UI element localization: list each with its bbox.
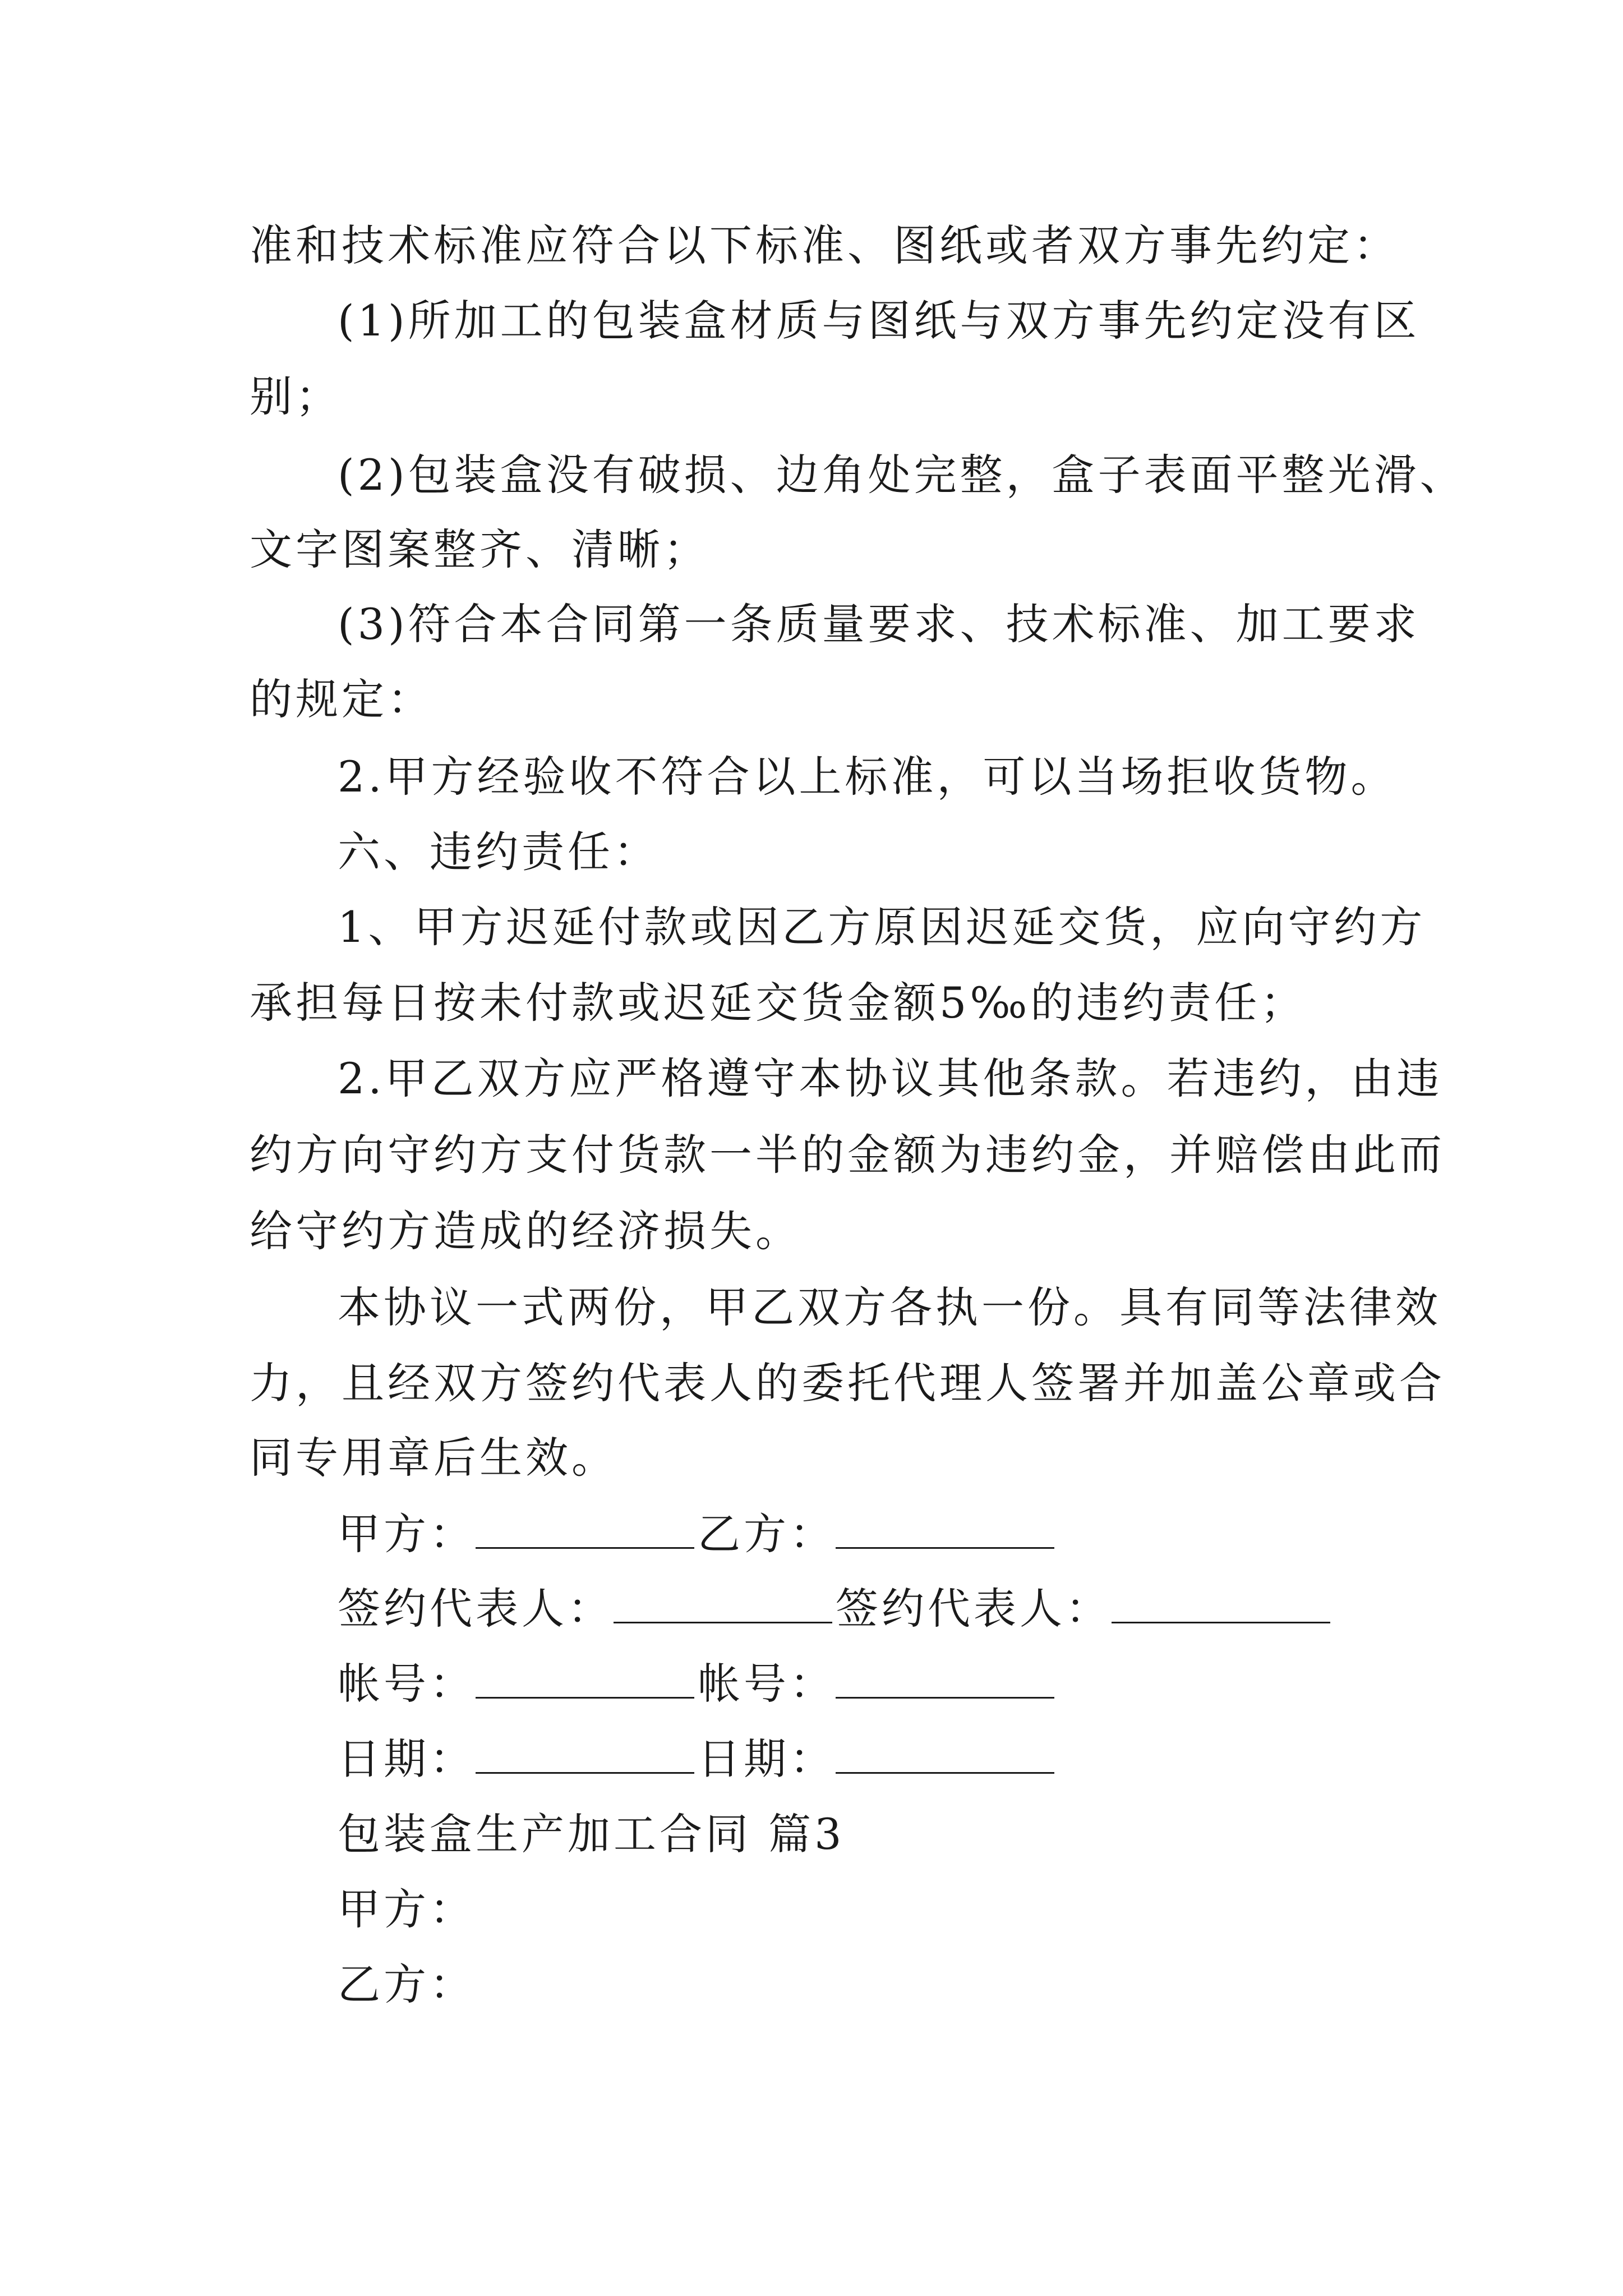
text-line: (1)所加工的包装盒材质与图纸与双方事先约定没有区	[338, 296, 1420, 346]
text-line: 承担每日按未付款或迟延交货金额5‰的违约责任；	[250, 978, 1307, 1028]
section-heading: 六、违约责任：	[338, 827, 660, 877]
text-line: 准和技术标准应符合以下标准、图纸或者双方事先约定：	[250, 220, 1399, 270]
text-line: 1、甲方迟延付款或因乙方原因迟延交货，应向守约方	[338, 902, 1426, 952]
text-line: 2.甲乙双方应严格遵守本协议其他条款。若违约，由违	[338, 1053, 1443, 1103]
account-b-label: 帐号：	[698, 1659, 836, 1709]
rep-a-blank	[614, 1587, 832, 1623]
next-section-title: 包装盒生产加工合同 篇3	[338, 1809, 845, 1859]
text-line: 2.甲方经验收不符合以上标准，可以当场拒收货物。	[338, 752, 1397, 802]
date-a-label: 日期：	[338, 1734, 476, 1784]
account-b-blank	[836, 1662, 1054, 1699]
rep-a-label: 签约代表人：	[338, 1584, 614, 1634]
next-section-party-b: 乙方：	[338, 1959, 476, 2009]
text-line: 同专用章后生效。	[250, 1433, 617, 1483]
text-line: 文字图案整齐、清晰；	[250, 524, 709, 574]
party-b-blank	[836, 1512, 1054, 1549]
rep-b-blank	[1112, 1587, 1330, 1623]
party-a-label: 甲方：	[338, 1509, 476, 1559]
date-b-label: 日期：	[698, 1734, 836, 1784]
text-line: 的规定：	[250, 674, 434, 724]
text-line: 本协议一式两份，甲乙双方各执一份。具有同等法律效	[338, 1282, 1441, 1332]
account-a-blank	[476, 1662, 694, 1699]
signature-row-account	[338, 1656, 1058, 1712]
text-line: 力，且经双方签约代表人的委托代理人签署并加盖公章或合	[250, 1358, 1445, 1408]
signature-row-party	[338, 1506, 1058, 1562]
text-line: 别；	[250, 371, 342, 421]
rep-b-label: 签约代表人：	[836, 1584, 1112, 1634]
party-b-label: 乙方：	[698, 1509, 836, 1559]
date-b-blank	[836, 1737, 1054, 1774]
next-section-party-a: 甲方：	[338, 1884, 476, 1934]
date-a-blank	[476, 1737, 694, 1774]
text-line: (2)包装盒没有破损、边角处完整，盒子表面平整光滑、	[338, 450, 1466, 500]
text-line: 约方向守约方支付货款一半的金额为违约金，并赔偿由此而	[250, 1130, 1445, 1180]
signature-row-date	[338, 1731, 1058, 1787]
account-a-label: 帐号：	[338, 1659, 476, 1709]
party-a-blank	[476, 1512, 694, 1549]
text-line: 给守约方造成的经济损失。	[250, 1206, 801, 1256]
signature-row-representative	[338, 1581, 1334, 1637]
text-line: (3)符合本合同第一条质量要求、技术标准、加工要求	[338, 599, 1420, 649]
